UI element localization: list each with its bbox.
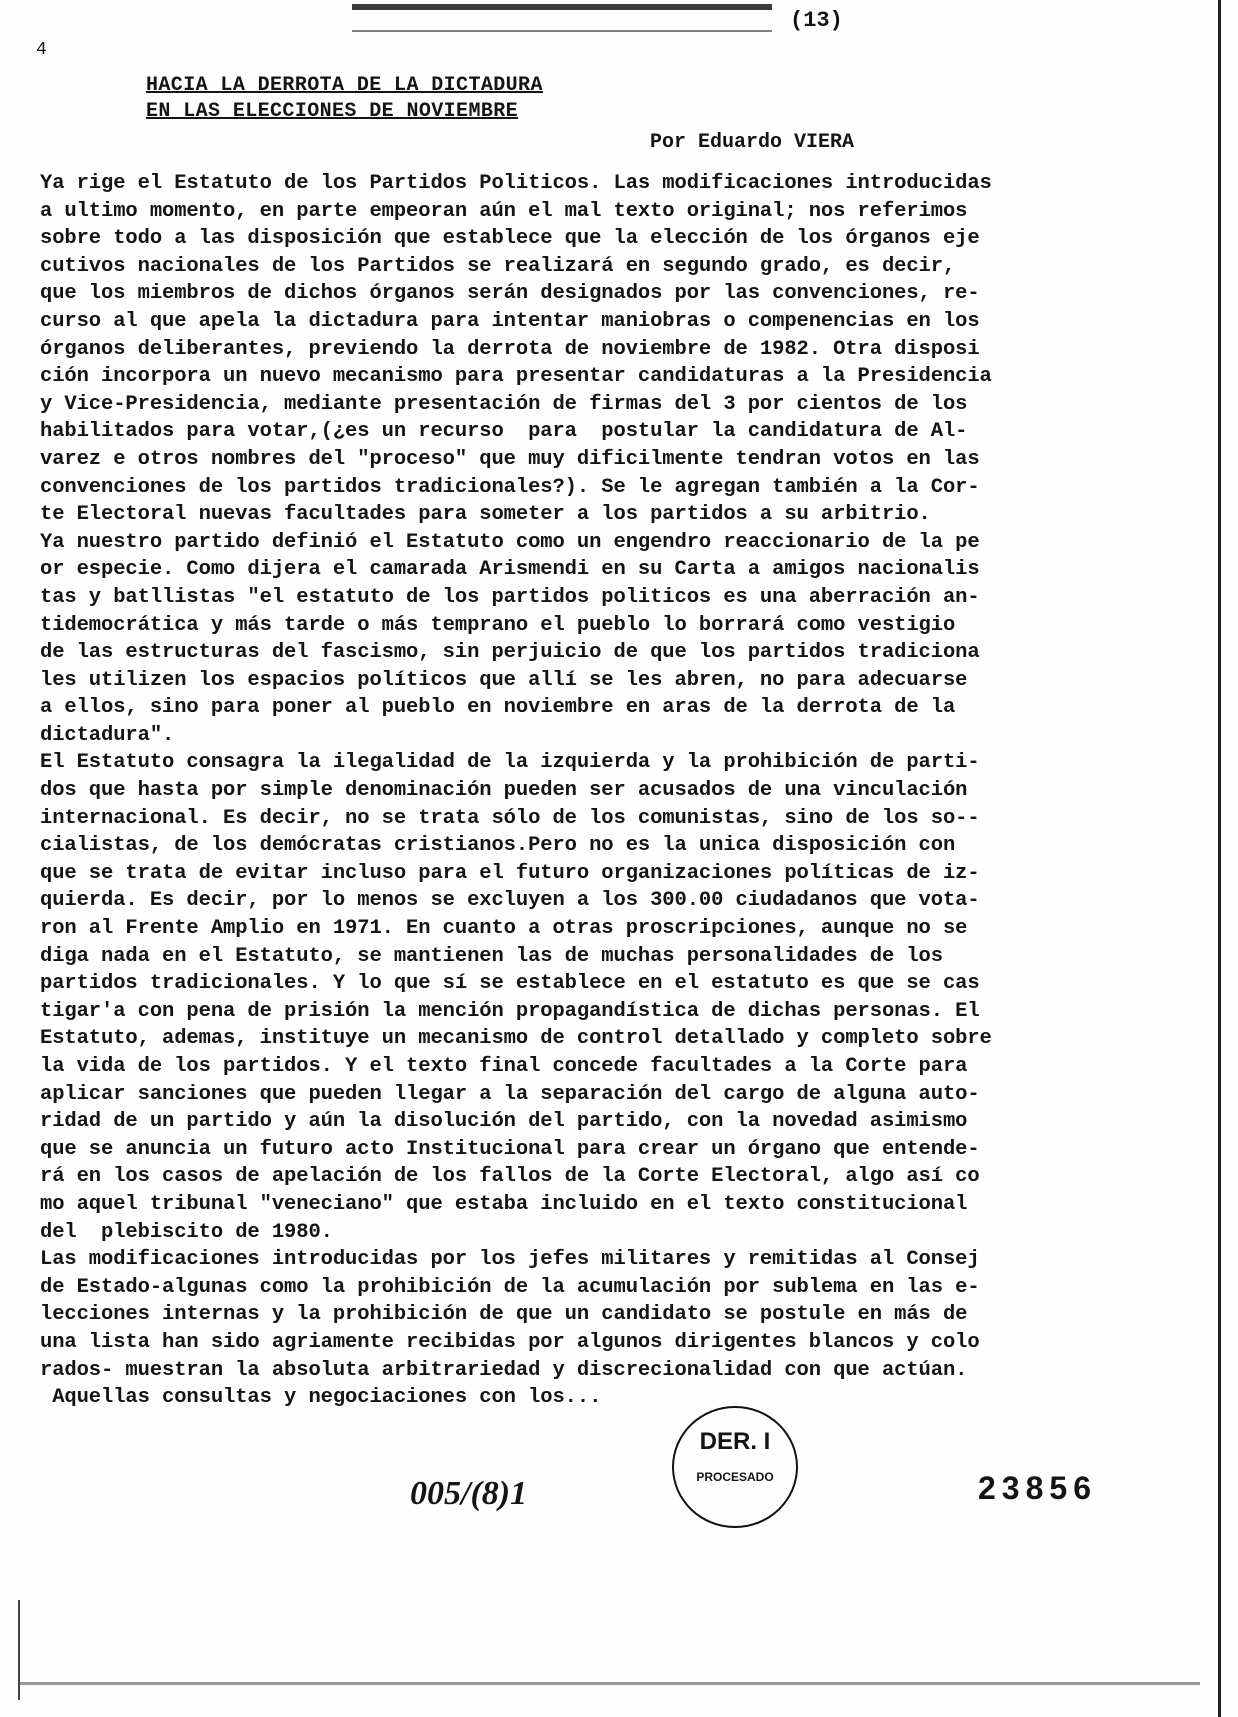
stamp-top-text: DER. I	[699, 1428, 771, 1455]
title-line-1: HACIA LA DERROTA DE LA DICTADURA	[146, 74, 543, 97]
body-line: que se trata de evitar incluso para el futuro organizaciones políticas de iz-	[40, 861, 980, 885]
body-line: rados- muestran la absoluta arbitrariedad y discrecionalidad con que actúan.	[40, 1358, 968, 1382]
body-line: de Estado-algunas como la prohibición de la acumulación por sublema en las e-	[40, 1275, 980, 1299]
header-redaction-bar	[352, 4, 772, 32]
body-line: Ya rige el Estatuto de los Partidos Politicos. Las modificaciones introducidas	[40, 172, 992, 195]
body-line: curso al que apela la dictadura para intentar maniobras o compenencias en los	[40, 309, 980, 333]
article-body	[40, 170, 1170, 1412]
body-line: dos que hasta por simple denominación pueden ser acusados de una vinculación	[40, 779, 968, 803]
body-line: del plebiscito de 1980.	[40, 1220, 333, 1244]
body-line: Las modificaciones introducidas por los jefes militares y remitidas al Consej	[40, 1248, 980, 1272]
body-line: tigar'a con pena de prisión la mención propagandística de dichas personas. El	[40, 999, 980, 1023]
page-number: (13)	[790, 8, 843, 33]
body-line: dictadura".	[40, 723, 175, 747]
body-line: lecciones internas y la prohibición de que un candidato se postule en más de	[40, 1303, 968, 1327]
handwritten-reference-code: 005/(8)1	[410, 1475, 528, 1512]
document-title	[146, 73, 543, 125]
body-line: Estatuto, ademas, instituye un mecanismo de control detallado y completo sobre	[40, 1027, 992, 1051]
body-line: ción incorpora un nuevo mecanismo para presentar candidaturas a la Presidencia	[40, 365, 992, 389]
body-line: sobre todo a las disposición que establece que la elección de los órganos eje	[40, 227, 980, 251]
page-edge-left	[18, 1600, 20, 1700]
body-line: El Estatuto consagra la ilegalidad de la izquierda y la prohibición de parti-	[40, 751, 980, 775]
body-line: ridad de un partido y aún la disolución del partido, con la novedad asimismo	[40, 1110, 968, 1134]
body-line: internacional. Es decir, no se trata sólo de los comunistas, sino de los so--	[40, 806, 980, 830]
body-line: te Electoral nuevas facultades para someter a los partidos a su arbitrio.	[40, 503, 931, 527]
document-number: 23856	[978, 1470, 1097, 1506]
body-line: habilitados para votar,(¿es un recurso para postular la candidatura de Al-	[40, 420, 968, 444]
body-line: ron al Frente Amplio en 1971. En cuanto a otras proscripciones, aunque no se	[40, 917, 968, 941]
body-line: mo aquel tribunal "veneciano" que estaba incluido en el texto constitucional	[40, 1192, 968, 1216]
body-line: que se anuncia un futuro acto Institucional para crear un órgano que entende-	[40, 1137, 980, 1161]
body-line: tas y batllistas "el estatuto de los partidos politicos es una aberración an-	[40, 585, 980, 609]
author-byline: Por Eduardo VIERA	[650, 131, 855, 154]
body-line: aplicar sanciones que pueden llegar a la separación del cargo de alguna auto-	[40, 1082, 980, 1106]
corner-mark: 4	[36, 40, 47, 60]
body-line: rá en los casos de apelación de los fallos de la Corte Electoral, algo así co	[40, 1165, 980, 1189]
body-line: de las estructuras del fascismo, sin perjuicio de que los partidos tradiciona	[40, 641, 980, 665]
body-line: quierda. Es decir, por lo menos se excluyen a los 300.00 ciudadanos que vota-	[40, 889, 980, 913]
page-edge-bottom	[20, 1682, 1200, 1685]
body-line: diga nada en el Estatuto, se mantienen las de muchas personalidades de los	[40, 944, 943, 968]
body-line: convenciones de los partidos tradicionales?). Se le agregan también a la Cor-	[40, 475, 980, 499]
body-line: Aquellas consultas y negociaciones con los...	[40, 1386, 602, 1410]
body-line: tidemocrática y más tarde o más temprano el pueblo lo borrará como vestigio	[40, 613, 956, 637]
body-line: la vida de los partidos. Y el texto final concede facultades a la Corte para	[40, 1055, 968, 1078]
body-line: Ya nuestro partido definió el Estatuto como un engendro reaccionario de la pe	[40, 530, 980, 554]
body-line: a ultimo momento, en parte empeoran aún el mal texto original; nos referimos	[40, 199, 968, 223]
body-line: cialistas, de los demócratas cristianos.Pero no es la unica disposición con	[40, 834, 956, 858]
body-line: una lista han sido agriamente recibidas por algunos dirigentes blancos y colo	[40, 1330, 980, 1354]
title-line-2: EN LAS ELECCIONES DE NOVIEMBRE	[146, 100, 519, 123]
body-line: partidos tradicionales. Y lo que sí se establece en el estatuto es que se cas	[40, 972, 980, 996]
body-line: or especie. Como dijera el camarada Arismendi en su Carta a amigos nacionalis	[40, 558, 980, 582]
body-line: que los miembros de dichos órganos serán designados por las convenciones, re-	[40, 282, 980, 306]
body-line: cutivos nacionales de los Partidos se realizará en segundo grado, es decir,	[40, 254, 956, 278]
body-line: les utilizen los espacios políticos que allí se les abren, no para adecuarse	[40, 668, 968, 692]
body-line: y Vice-Presidencia, mediante presentación de firmas del 3 por cientos de los	[40, 392, 968, 416]
page-edge-right	[1218, 0, 1221, 1717]
body-line: órganos deliberantes, previendo la derrota de noviembre de 1982. Otra disposi	[40, 337, 980, 361]
processed-stamp	[672, 1406, 798, 1528]
stamp-bottom-text: PROCESADO	[696, 1470, 774, 1484]
body-line: a ellos, sino para poner al pueblo en noviembre en aras de la derrota de la	[40, 696, 956, 720]
body-line: varez e otros nombres del "proceso" que muy dificilmente tendran votos en las	[40, 447, 980, 471]
